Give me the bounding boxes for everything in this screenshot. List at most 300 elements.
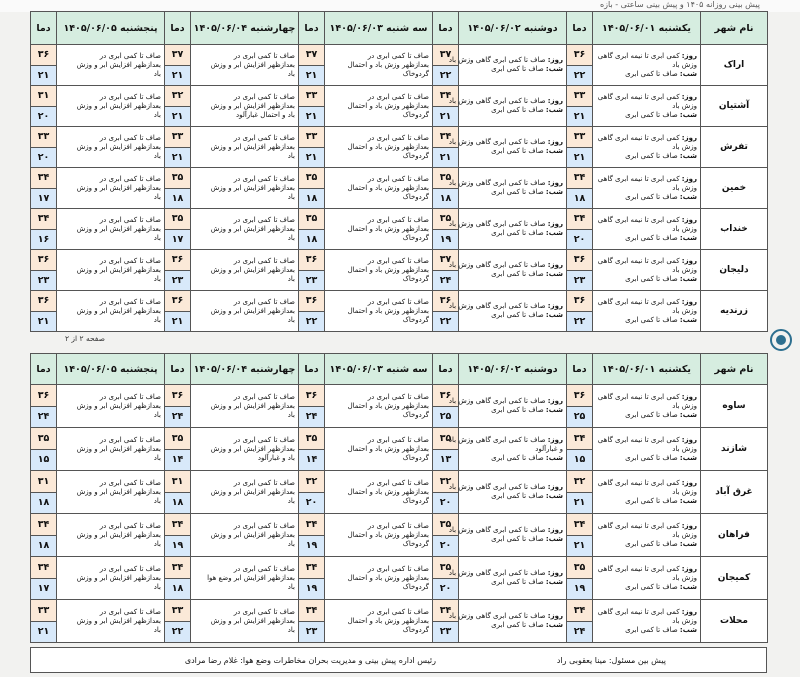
day-forecast-continued: وزش باد [672,101,697,110]
forecast-line: بعدازظهر وزش باد و احتمال [347,444,429,453]
forecast-description [57,86,165,127]
forecast-description [448,428,567,471]
forecast-line: باد [287,625,295,634]
day-forecast-text: کمی ابری تا نیمه ابری گاهی [597,92,680,101]
max-temperature: ۳۴ [299,557,325,579]
night-forecast [596,497,697,506]
day-forecast-text: صاف تا کمی ابری گاهی وزش باد [448,261,546,269]
forecast-description [593,291,701,332]
forecast-line: باد [153,192,161,201]
day-label: روز: [681,297,697,306]
max-temperature: ۳۴ [433,86,459,107]
forecaster-name: پیش بین مسئول: مینا یعقوبی راد [556,656,666,665]
night-forecast [596,111,697,120]
night-forecast-text: صاف تا کمی ابری [491,311,544,319]
header-row [31,12,768,45]
forecast-line: باد [153,496,161,505]
max-temperature: ۳۳ [31,127,57,148]
day-forecast-continued: وزش باد [672,224,697,233]
forecast-line: بعدازظهر افزایش ابر و وزش [76,101,161,110]
forecast-line: باد [287,315,295,324]
max-temperature: ۳۶ [567,45,593,66]
night-label: شب: [679,496,697,505]
forecast-description [57,45,165,86]
night-label: شب: [545,492,563,500]
forecast-line: باد [153,315,161,324]
day-forecast [448,569,563,578]
night-forecast-text: صاف تا کمی ابری [491,65,544,73]
max-temperature: ۳۴ [567,168,593,189]
city-row [31,514,768,536]
max-temperature: ۳۳ [299,127,325,148]
forecast-line: بعدازظهر وزش باد و احتمال [347,265,429,274]
city-row [31,127,768,148]
max-temperature: ۳۵ [165,209,191,230]
city-row [31,600,768,622]
forecast-line: صاف تا کمی ابری در [233,174,295,183]
min-temperature: ۲۴ [567,621,593,643]
min-temperature: ۱۸ [299,229,325,250]
min-temperature: ۲۳ [299,621,325,643]
min-temperature: ۱۷ [31,578,57,600]
forecast-description [448,291,567,332]
max-temperature: ۳۵ [165,428,191,450]
day-label: روز: [547,261,563,269]
max-temperature: ۳۴ [433,600,459,622]
forecast-line: بعدازظهر افزایش ابر و وزش [210,142,295,151]
min-temperature: ۱۸ [165,578,191,600]
day-forecast-text: کمی ابری تا نیمه ابری گاهی [597,521,680,530]
day-forecast [596,298,697,307]
night-forecast [462,578,563,587]
forecast-line: بعدازظهر وزش باد و احتمال [347,101,429,110]
max-temperature: ۳۳ [165,127,191,148]
min-temperature: ۲۳ [165,270,191,291]
max-temperature: ۳۴ [567,428,593,450]
day-forecast-text: صاف تا کمی ابری گاهی وزش باد [448,435,546,444]
forecast-line: باد [287,69,295,78]
night-forecast-text: صاف تا کمی ابری [625,410,678,419]
forecast-line: صاف تا کمی ابری در [367,392,429,401]
forecast-line: گردوخاک [402,192,429,201]
day-label: روز: [681,133,697,142]
min-temperature: ۲۵ [567,406,593,428]
day-column-header: پنجشنبه ۱۴۰۵/۰۶/۰۵ [57,354,165,385]
forecast-description [448,168,567,209]
temp-column-header: دما [299,354,325,385]
forecast-description [57,168,165,209]
city-row [31,428,768,450]
day-forecast-text: صاف تا کمی ابری گاهی وزش باد [448,302,546,310]
forecast-description [191,86,299,127]
forecast-line: گردوخاک [402,496,429,505]
min-temperature: ۲۰ [31,147,57,168]
forecast-line: صاف تا کمی ابری در [367,92,429,101]
forecast-line: بعدازظهر وزش باد و احتمال [347,224,429,233]
min-temperature: ۱۸ [433,188,459,209]
night-label: شب: [679,625,697,634]
day-forecast [596,175,697,184]
night-forecast-text: صاف تا کمی ابری [625,539,678,548]
city-name: کمیجان [701,557,768,600]
forecast-line: گردوخاک [402,539,429,548]
night-forecast-text: صاف تا کمی ابری [491,270,544,278]
min-temperature: ۱۸ [299,188,325,209]
max-temperature: ۳۷ [433,45,459,66]
forecast-line: گردوخاک [402,315,429,324]
night-forecast-text: صاف تا کمی ابری [491,147,544,155]
max-temperature: ۳۵ [299,428,325,450]
forecast-line: بعدازظهر وزش باد و احتمال [347,401,429,410]
forecast-line: بعدازظهر وزش باد و احتمال [347,142,429,151]
day-forecast-text: صاف تا کمی ابری گاهی وزش باد [448,220,546,228]
night-forecast [596,411,697,420]
forecast-line: صاف تا کمی ابری در [233,435,295,444]
max-temperature: ۳۶ [165,291,191,312]
max-temperature: ۳۵ [433,168,459,189]
forecast-description [57,250,165,291]
max-temperature: ۳۳ [31,600,57,622]
forecast-description [325,86,433,127]
night-forecast [462,311,563,320]
forecast-line: باد [153,410,161,419]
day-label: روز: [681,215,697,224]
night-forecast-text: صاف تا کمی ابری [625,453,678,462]
day-column-header: دوشنبه ۱۴۰۵/۰۶/۰۲ [459,354,567,385]
min-temperature: ۲۲ [165,621,191,643]
forecast-description [191,428,299,471]
forecast-description [325,514,433,557]
forecast-line: باد [287,233,295,242]
forecast-line: باد [287,274,295,283]
max-temperature: ۳۶ [31,250,57,271]
forecast-description [325,168,433,209]
forecast-line: صاف تا کمی ابری در [233,607,295,616]
day-label: روز: [547,612,563,620]
signature-footer [30,647,767,673]
night-label: شب: [545,406,563,414]
min-temperature: ۲۱ [433,106,459,127]
min-temperature: ۲۱ [299,65,325,86]
max-temperature: ۳۶ [165,385,191,407]
min-temperature: ۱۵ [31,449,57,471]
night-forecast-text: صاف تا کمی ابری [491,229,544,237]
forecast-line: بعدازظهر وزش باد و احتمال [347,616,429,625]
night-label: شب: [545,453,563,462]
day-label: روز: [547,302,563,310]
night-label: شب: [679,539,697,548]
forecast-line: صاف تا کمی ابری در [233,51,295,60]
night-forecast-text: صاف تا کمی ابری [625,315,678,324]
min-temperature: ۲۱ [433,147,459,168]
min-temperature: ۱۸ [31,492,57,514]
min-temperature: ۲۴ [433,270,459,291]
temp-column-header: دما [567,354,593,385]
night-forecast-text: صاف تا کمی ابری [491,535,544,543]
min-temperature: ۲۰ [31,106,57,127]
forecast-description [448,250,567,291]
forecast-line: صاف تا کمی ابری در [99,133,161,142]
city-name: ساوه [701,385,768,428]
temp-column-header: دما [31,12,57,45]
day-forecast-text: کمی ابری تا نیمه ابری گاهی [597,133,680,142]
forecast-line: صاف تا کمی ابری در [367,564,429,573]
min-temperature: ۲۴ [299,406,325,428]
day-forecast [448,261,563,270]
min-temperature: ۲۳ [567,270,593,291]
day-forecast [448,56,563,65]
day-forecast [596,522,697,531]
forecast-line: گردوخاک [402,274,429,283]
night-forecast-text: صاف تا کمی ابری [625,625,678,634]
forecast-description [57,291,165,332]
max-temperature: ۳۶ [299,250,325,271]
forecast-line: صاف تا کمی ابری در [99,392,161,401]
day-forecast-text: کمی ابری تا نیمه ابری گاهی [597,607,680,616]
night-forecast-text: صاف تا کمی ابری [491,453,544,462]
forecast-description [448,385,567,428]
min-temperature: ۲۱ [31,621,57,643]
day-forecast-continued: وزش باد [672,265,697,274]
max-temperature: ۳۱ [31,471,57,493]
day-forecast-text: صاف تا کمی ابری گاهی وزش باد [448,138,546,146]
forecast-description [448,600,567,643]
forecast-table-2 [30,353,768,643]
forecast-line: صاف تا کمی ابری در [367,478,429,487]
forecast-line: صاف تا کمی ابری در [99,478,161,487]
forecast-line: صاف تا کمی ابری در [99,215,161,224]
forecast-description [57,127,165,168]
night-label: شب: [545,106,563,114]
department-head-name: رئیس اداره پیش بینی و مدیریت بحران مخاطرات وضع هوا: غلام رضا مرادی [184,656,436,665]
forecast-line: باد [153,274,161,283]
max-temperature: ۳۴ [567,514,593,536]
forecast-line: بعدازظهر افزایش ابر و وزش [210,530,295,539]
max-temperature: ۳۴ [165,514,191,536]
min-temperature: ۲۱ [567,492,593,514]
forecast-line: صاف تا کمی ابری در [233,297,295,306]
forecast-description [325,45,433,86]
max-temperature: ۳۵ [165,168,191,189]
forecast-line: صاف تا کمی ابری در [99,521,161,530]
forecast-line: صاف تا کمی ابری در [99,607,161,616]
max-temperature: ۳۳ [165,600,191,622]
max-temperature: ۳۴ [165,557,191,579]
max-temperature: ۳۳ [567,127,593,148]
forecast-line: صاف تا کمی ابری در [367,435,429,444]
day-label: روز: [547,569,563,577]
forecast-line: گردوخاک [402,410,429,419]
forecast-description [191,385,299,428]
night-label: شب: [545,270,563,278]
night-label: شب: [679,110,697,119]
day-forecast-continued: وزش باد [672,530,697,539]
min-temperature: ۲۰ [567,229,593,250]
day-label: روز: [681,392,697,401]
city-row [31,168,768,189]
min-temperature: ۲۰ [299,492,325,514]
day-label: روز: [547,397,563,405]
temp-column-header: دما [433,12,459,45]
forecast-line: صاف تا کمی ابری در [99,51,161,60]
forecast-line: گردوخاک [402,625,429,634]
night-forecast [462,106,563,115]
min-temperature: ۲۴ [31,406,57,428]
temp-column-header: دما [433,354,459,385]
night-label: شب: [679,410,697,419]
day-forecast-text: صاف تا کمی ابری گاهی وزش باد [448,483,546,491]
forecast-line: بعدازظهر افزایش ابر و وزش [76,444,161,453]
min-temperature: ۱۹ [299,578,325,600]
forecast-line: باد [153,233,161,242]
forecast-line: صاف تا کمی ابری در [367,215,429,224]
forecast-line: صاف تا کمی ابری در [99,435,161,444]
day-forecast [448,435,563,445]
forecast-line: بعدازظهر وزش باد و احتمال [347,487,429,496]
forecast-description [57,385,165,428]
min-temperature: ۱۷ [165,229,191,250]
night-forecast-text: صاف تا کمی ابری [625,151,678,160]
city-name: زرندیه [701,291,768,332]
forecast-line: صاف تا کمی ابری در [233,392,295,401]
forecast-description [448,557,567,600]
night-label: شب: [545,188,563,196]
max-temperature: ۳۲ [567,471,593,493]
day-forecast-text: صاف تا کمی ابری گاهی وزش باد [448,397,546,405]
page-number: صفحه ۲ از ۲ [65,334,105,343]
forecast-description [325,385,433,428]
day-forecast [596,93,697,102]
forecast-line: بعدازظهر افزایش ابر و وزش [210,487,295,496]
day-forecast-continued: و غبارآلود [535,444,563,453]
forecast-description [448,127,567,168]
day-label: روز: [547,138,563,146]
temp-column-header: دما [165,12,191,45]
min-temperature: ۲۰ [433,492,459,514]
day-forecast-text: کمی ابری تا نیمه ابری گاهی [597,297,680,306]
forecast-line: صاف تا کمی ابری در [233,133,295,142]
night-forecast-text: صاف تا کمی ابری [625,274,678,283]
min-temperature: ۲۱ [165,106,191,127]
forecast-line: بعدازظهر افزایش ابر و وزش [76,401,161,410]
forecast-line: گردوخاک [402,110,429,119]
day-forecast-text: کمی ابری تا نیمه ابری گاهی [597,392,680,401]
forecast-description [593,557,701,600]
day-forecast [596,393,697,402]
max-temperature: ۳۱ [31,86,57,107]
forecast-description [57,600,165,643]
day-forecast [448,97,563,106]
city-name: خنداب [701,209,768,250]
day-column-header: سه شنبه ۱۴۰۵/۰۶/۰۳ [325,12,433,45]
night-label: شب: [545,147,563,155]
forecast-description [191,209,299,250]
forecast-line: بعدازظهر افزایش ابر و وزش [76,487,161,496]
forecast-description [325,557,433,600]
day-forecast [448,138,563,147]
temp-column-header: دما [299,12,325,45]
day-forecast-text: کمی ابری تا نیمه ابری گاهی [597,564,680,573]
night-forecast [596,454,697,463]
min-temperature: ۱۸ [165,492,191,514]
forecast-line: بعدازظهر افزایش ابر و وزش [210,183,295,192]
night-forecast-text: صاف تا کمی ابری [491,106,544,114]
min-temperature: ۲۳ [433,621,459,643]
forecast-line: بعدازظهر افزایش ابر و وزش [76,616,161,625]
forecast-line: صاف تا کمی ابری در [99,92,161,101]
min-temperature: ۲۱ [567,106,593,127]
forecast-description [191,557,299,600]
day-forecast [596,216,697,225]
night-forecast [596,275,697,284]
max-temperature: ۳۶ [31,291,57,312]
night-label: شب: [545,535,563,543]
forecast-line: بعدازظهر وزش باد و احتمال [347,60,429,69]
night-forecast-text: صاف تا کمی ابری [625,69,678,78]
max-temperature: ۳۶ [165,250,191,271]
forecast-description [191,168,299,209]
max-temperature: ۳۴ [31,168,57,189]
max-temperature: ۳۲ [299,471,325,493]
forecast-description [57,557,165,600]
day-column-header: یکشنبه ۱۴۰۵/۰۶/۰۱ [593,12,701,45]
max-temperature: ۳۴ [567,600,593,622]
city-name: محلات [701,600,768,643]
day-forecast-text: کمی ابری تا نیمه ابری گاهی [597,435,680,444]
max-temperature: ۳۶ [299,291,325,312]
forecast-line: باد [287,410,295,419]
min-temperature: ۱۳ [433,449,459,471]
min-temperature: ۱۸ [31,535,57,557]
forecast-line: بعدازظهر افزایش ابر و وزش [210,60,295,69]
min-temperature: ۲۱ [165,311,191,332]
day-forecast-text: کمی ابری تا نیمه ابری گاهی [597,256,680,265]
forecast-description [191,514,299,557]
forecast-line: بعدازظهر وزش باد و احتمال [347,530,429,539]
max-temperature: ۳۶ [299,385,325,407]
max-temperature: ۳۵ [433,428,459,450]
day-forecast [596,608,697,617]
forecast-line: بعدازظهر افزایش ابر و وزش [76,530,161,539]
max-temperature: ۳۳ [567,86,593,107]
night-forecast-text: صاف تا کمی ابری [625,110,678,119]
night-label: شب: [679,192,697,201]
day-column-header: دوشنبه ۱۴۰۵/۰۶/۰۲ [459,12,567,45]
forecast-line: بعدازظهر افزایش ابر وضع هوا [207,573,295,582]
min-temperature: ۲۲ [299,311,325,332]
day-column-header: چهارشنبه ۱۴۰۵/۰۶/۰۴ [191,12,299,45]
city-row [31,209,768,230]
min-temperature: ۱۴ [165,449,191,471]
night-forecast [462,492,563,501]
forecast-line: باد و احتمال غبارآلود [235,110,295,119]
forecast-line: بعدازظهر افزایش ابر و وزش [76,60,161,69]
forecast-description [325,250,433,291]
day-forecast [596,565,697,574]
max-temperature: ۳۴ [299,600,325,622]
forecast-description [57,471,165,514]
day-label: روز: [547,435,563,444]
night-forecast-text: صاف تا کمی ابری [625,192,678,201]
max-temperature: ۳۴ [31,209,57,230]
min-temperature: ۲۲ [567,311,593,332]
day-forecast [596,479,697,488]
city-row [31,86,768,107]
night-forecast [596,70,697,79]
min-temperature: ۱۶ [31,229,57,250]
day-forecast-continued: وزش باد [672,616,697,625]
day-forecast-continued: وزش باد [672,306,697,315]
